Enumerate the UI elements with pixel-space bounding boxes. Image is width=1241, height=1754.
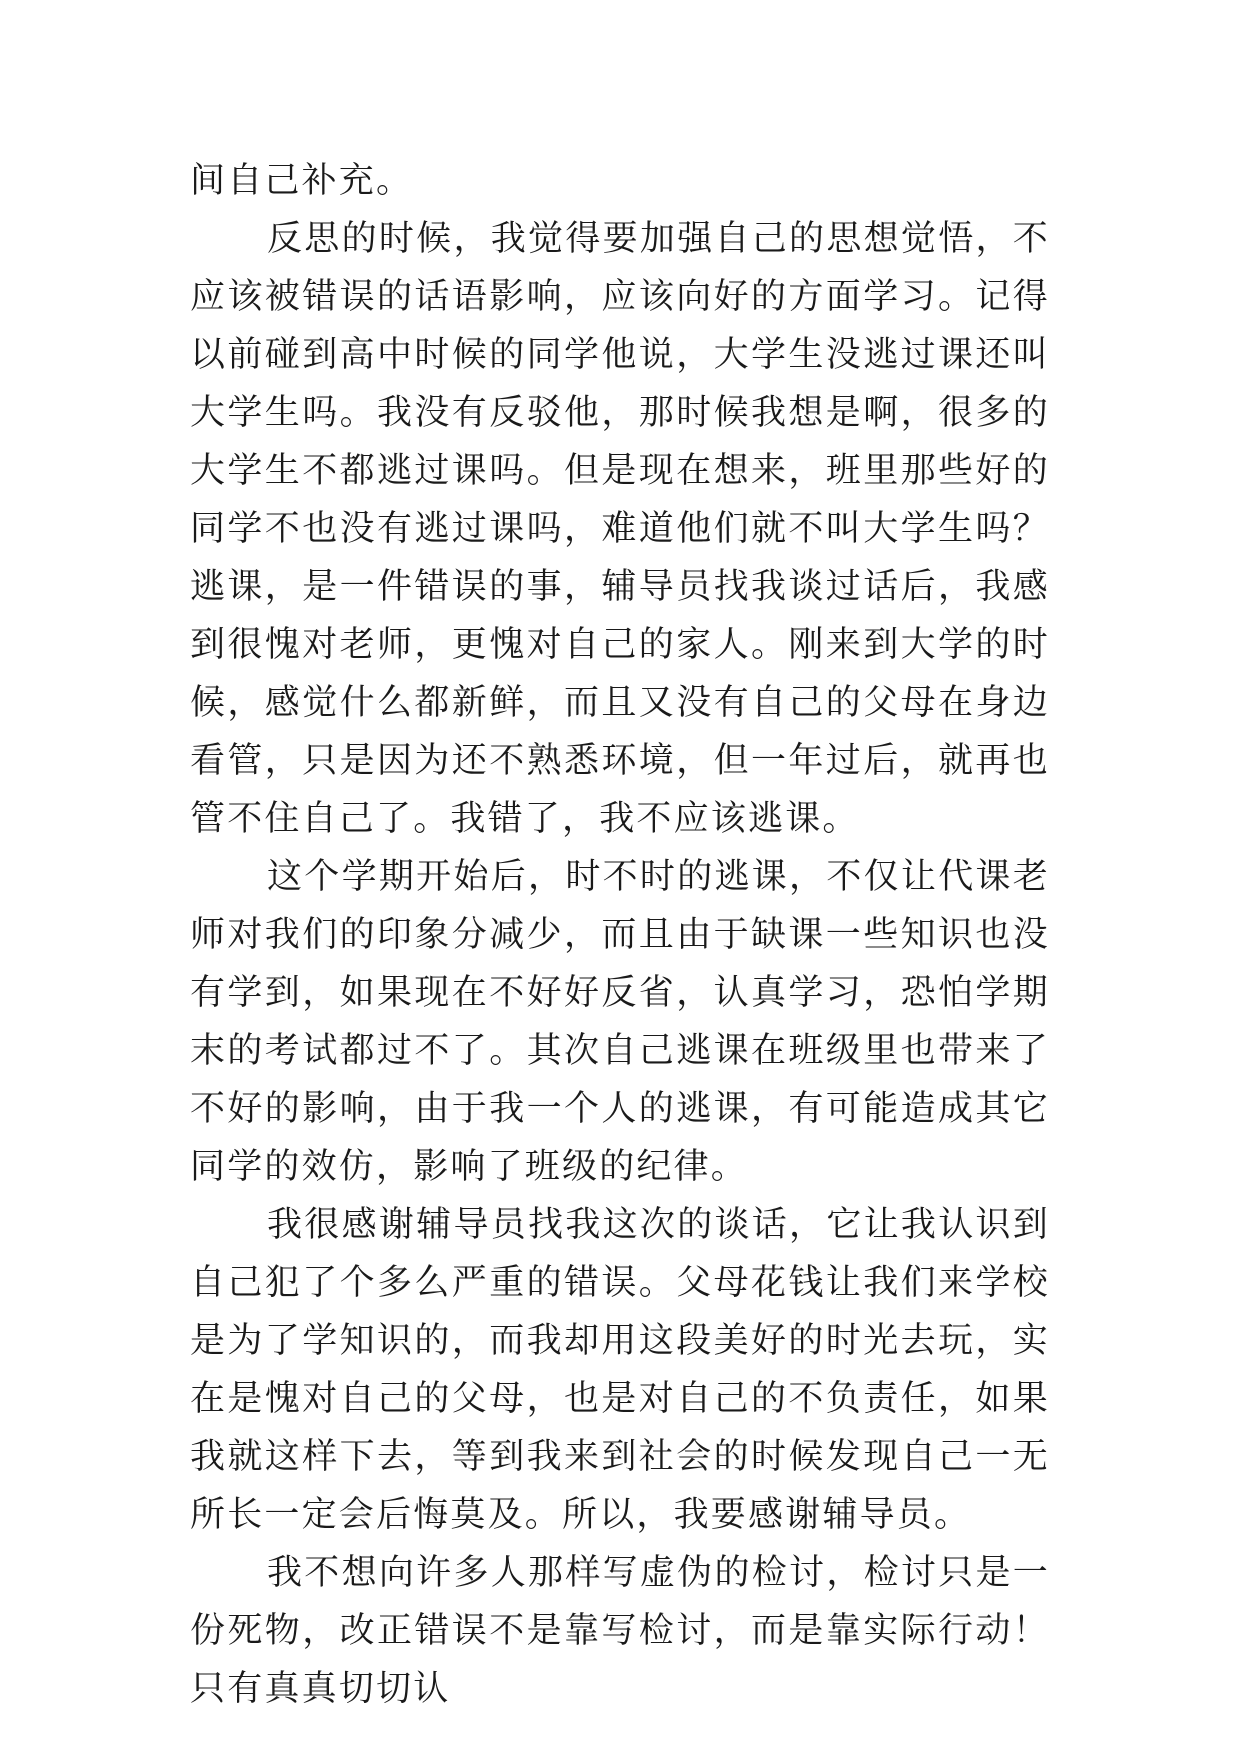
document-body [190,152,1050,1718]
paragraph-gratitude: 我很感谢辅导员找我这次的谈话，它让我认识到自己犯了个多么严重的错误。父母花钱让我们来学校是为了学知识的，而我却用这段美好的时光去玩，实在是愧对自己的父母，也是对自己的不负责任，如果我就这样下去，等到我来到社会的时候发现自己一无所长一定会后悔莫及。所以，我要感谢辅导员。 [190,1205,1050,1535]
paragraph-action: 我不想向许多人那样写虚伪的检讨，检讨只是一份死物，改正错误不是靠写检讨，而是靠实际行动！只有真真切切认 [190,1553,1050,1709]
paragraph-semester: 这个学期开始后，时不时的逃课，不仅让代课老师对我们的印象分减少，而且由于缺课一些知识也没有学到，如果现在不好好反省，认真学习，恐怕学期末的考试都过不了。其次自己逃课在班级里也带来了不好的影响，由于我一个人的逃课，有可能造成其它同学的效仿，影响了班级的纪律。 [190,857,1050,1187]
paragraph-continuation: 间自己补充。 [190,161,414,201]
paragraph-reflection: 反思的时候，我觉得要加强自己的思想觉悟，不应该被错误的话语影响，应该向好的方面学习。记得以前碰到高中时候的同学他说，大学生没逃过课还叫大学生吗。我没有反驳他，那时候我想是啊，很多的大学生不都逃过课吗。但是现在想来，班里那些好的同学不也没有逃过课吗，难道他们就不叫大学生吗？逃课，是一件错误的事，辅导员找我谈过话后，我感到很愧对老师，更愧对自己的家人。刚来到大学的时候，感觉什么都新鲜，而且又没有自己的父母在身边看管，只是因为还不熟悉环境，但一年过后，就再也管不住自己了。我错了，我不应该逃课。 [190,219,1050,839]
